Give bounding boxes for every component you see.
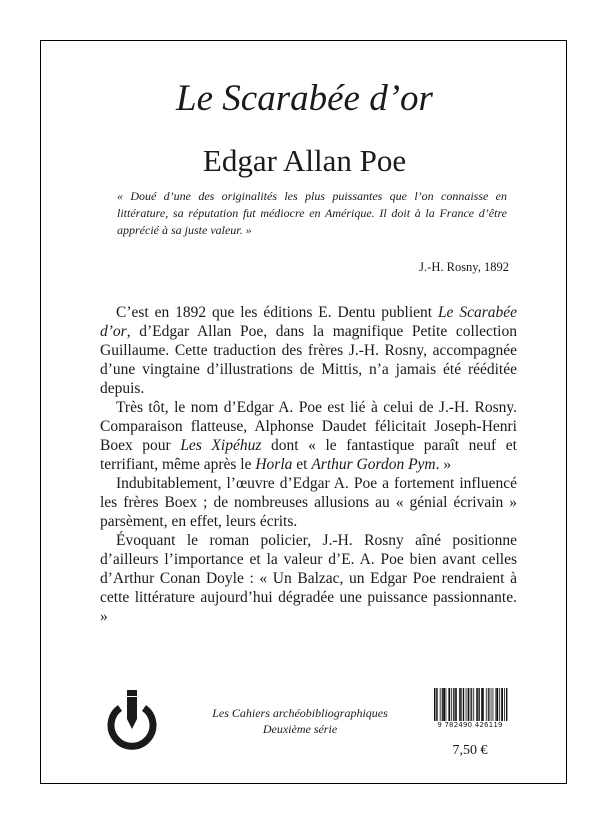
text-run: , d’Edgar Allan Poe, dans la magnifique Petite collection Guillaume. Cette traduction des frères J.-H. Rosny, accompagnée d’une vingtaine d’illustrations de Mittis, n’a jamais été rééditée depuis. bbox=[100, 323, 517, 397]
blurb-paragraph-1 bbox=[100, 303, 517, 398]
text-run: Très tôt, le nom d’Edgar A. Poe est lié à celui de J.-H. Rosny. Comparaison flatteuse, Alphonse Daudet félicitait Joseph-Henri Boex pour bbox=[100, 399, 517, 454]
series-line-2: Deuxième série bbox=[262, 722, 338, 736]
text-run: . » bbox=[435, 456, 452, 473]
book-title-reference: Le Scarabée d’or bbox=[100, 304, 517, 340]
text-run: et bbox=[292, 456, 312, 473]
isbn-number: 9 782490 426119 bbox=[432, 721, 508, 730]
blurb-paragraph-3: Indubitablement, l’œuvre d’Edgar A. Poe a fortement influencé les frères Boex ; de nombreuses allusions au « génial écrivain » parsèment, en effet, leurs écrits. bbox=[100, 475, 517, 530]
series-line-1: Les Cahiers archéobibliographiques bbox=[212, 706, 388, 720]
book-title: Le Scarabée d’or bbox=[176, 78, 433, 119]
book-author: Edgar Allan Poe bbox=[202, 143, 407, 178]
series-name bbox=[190, 705, 410, 737]
blurb-paragraph-4: Évoquant le roman policier, J.-H. Rosny aîné positionne d’ailleurs l’importance et la valeur d’E. A. Poe bien avant celles d’Arthur Conan Doyle : « Un Balzac, un Edgar Poe rendraient à cette littérature aujourd’hui dégradée une puissance passionnante. » bbox=[100, 532, 517, 625]
text-run: dont « le fantastique paraît neuf et terrifiant, même après le bbox=[100, 437, 517, 473]
book-title-reference: Les Xipéhuz bbox=[180, 437, 262, 454]
publisher-logo-icon bbox=[101, 686, 163, 750]
blurb-paragraph-2 bbox=[100, 398, 517, 474]
book-title-reference: Horla bbox=[255, 456, 293, 473]
price: 7,50 € bbox=[452, 743, 488, 758]
blurb-text bbox=[100, 303, 517, 626]
book-title-reference: Arthur Gordon Pym bbox=[311, 456, 436, 473]
text-run: C’est en 1892 que les éditions E. Dentu publient bbox=[116, 304, 438, 321]
epigraph-attribution: J.-H. Rosny, 1892 bbox=[419, 260, 509, 274]
epigraph-quote: « Doué d’une des originalités les plus puissantes que l’on connaisse en littérature, sa réputation fut médiocre en Amérique. Il doit à la France d’être apprécié à sa juste valeur. » bbox=[117, 189, 507, 237]
